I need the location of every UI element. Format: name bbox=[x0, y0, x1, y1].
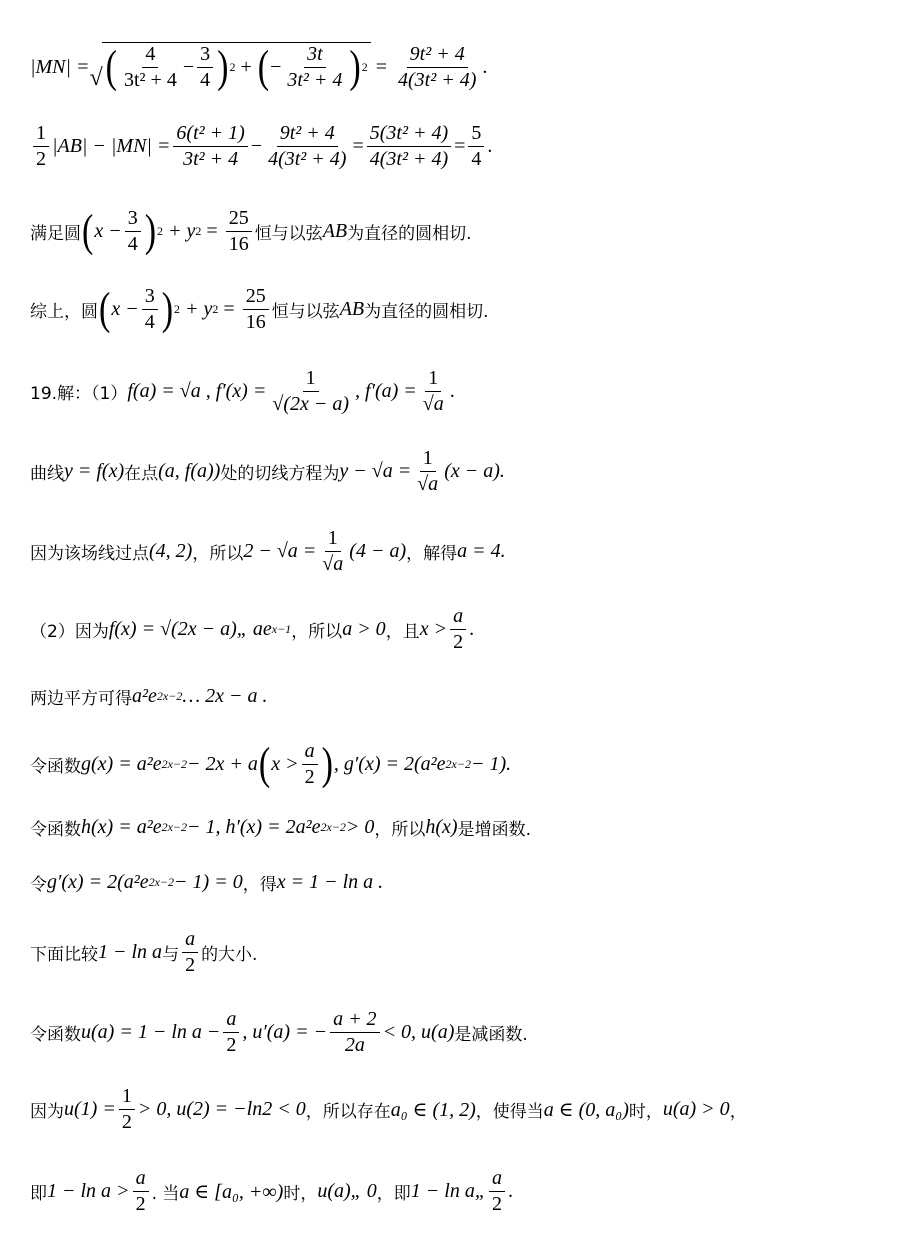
fraction: $\frac{1}{√a}$ bbox=[422, 367, 444, 415]
text: 为直径的圆相切. bbox=[347, 224, 472, 244]
text: 因为 bbox=[30, 1102, 64, 1122]
text: 因为该场线过点 bbox=[30, 544, 149, 564]
expression: f(a) = √a , f′(x) = bbox=[127, 380, 267, 402]
fraction: $\frac{1}{√a}$ bbox=[322, 527, 344, 575]
expression: h(x) bbox=[425, 816, 458, 838]
text: 令函数 bbox=[30, 820, 81, 840]
expression: − 1) = 0 bbox=[174, 871, 243, 893]
text: ，所以存在 bbox=[305, 1102, 391, 1122]
expression: < 0, u(a) bbox=[382, 1021, 455, 1043]
text: ，所以 bbox=[374, 820, 426, 840]
expression: > 0 bbox=[345, 816, 375, 838]
sqrt-expression bbox=[90, 42, 371, 92]
expression: 1 − ln a > bbox=[47, 1180, 130, 1202]
text: ，解得 bbox=[406, 544, 458, 564]
expression: a₀ ∈ (1, 2) bbox=[390, 1099, 476, 1121]
text: 的大小. bbox=[201, 945, 258, 965]
expression: > 0, u(2) = −ln2 < 0 bbox=[137, 1098, 306, 1120]
expression: x = 1 − ln a . bbox=[276, 871, 384, 893]
line-circle-tangent-2: 综上，圆 ( x − $\frac{3}{4}$ ) 2 + y 2 = $\frac{25}{16}$ 恒与以弦 AB 为直径的圆相切. bbox=[30, 283, 489, 334]
text: ，使得当 bbox=[475, 1102, 544, 1122]
exponent: 2x−2 bbox=[148, 875, 175, 889]
expression: 1 − ln a bbox=[98, 941, 163, 963]
line-part-2: （2）因为 f(x) = √(2x − a)„ ae x−1 ，所以 a > 0 ，且 x > $\frac{a}{2}$ . bbox=[30, 605, 475, 653]
line-u-function bbox=[30, 1008, 528, 1057]
expression: x > bbox=[271, 753, 299, 775]
expression: u(1) = bbox=[64, 1098, 116, 1120]
sqrt-sign: √ bbox=[89, 65, 103, 91]
exponent: 2x−2 bbox=[161, 820, 188, 834]
fraction: $\frac{a}{2}$ bbox=[489, 1167, 505, 1216]
fraction: $\frac{\text{6(t² + 1)}}{\text{3t² + 4}}$ bbox=[173, 122, 247, 171]
text: 两边平方可得 bbox=[30, 689, 132, 709]
fraction: $\frac{1}{2}$ bbox=[33, 122, 49, 171]
expression: 1 − ln a„ bbox=[410, 1180, 486, 1202]
expression: u(a)„ 0 bbox=[317, 1180, 377, 1202]
expression: a > 0 bbox=[342, 618, 386, 640]
line-circle-tangent-1: 满足圆 ( x − $\frac{3}{4}$ ) 2 + y 2 = $\frac{25}{16}$ 恒与以弦 AB 为直径的圆相切. bbox=[30, 205, 472, 256]
exponent: 2x−2 bbox=[156, 689, 183, 703]
line-mn-length: |MN| = √ ( $\frac{4}{\text{3t² + 4}}$ − $\frac{3}{4}$ ) 2 + ( − $\frac{3t}{\text{3t² + 4}}$ ) 2 = $\frac{\text{9t² + 4}}{\text{4(3t² + 4)}}$ . bbox=[30, 41, 488, 92]
sqrt-radicand: ( $\frac{4}{\text{3t² + 4}}$ − $\frac{3}{4}$ ) 2 + ( − $\frac{3t}{\text{3t² + 4}}$ ) 2 bbox=[102, 42, 371, 92]
expression: , u′(a) = − bbox=[242, 1021, 328, 1043]
line-compare bbox=[30, 928, 257, 977]
expression: u(a) > 0 bbox=[662, 1098, 730, 1120]
line-solve-a bbox=[30, 527, 506, 576]
expression: a = 4. bbox=[457, 540, 506, 562]
expression: … 2x − a . bbox=[182, 685, 268, 707]
line-h-function bbox=[30, 815, 531, 840]
expression: g(x) = a²e bbox=[81, 753, 162, 775]
fraction: $\frac{a}{2}$ bbox=[223, 1008, 239, 1057]
expression: x > bbox=[419, 618, 448, 640]
expression: (4 − a) bbox=[349, 540, 407, 562]
text: ，所以 bbox=[192, 544, 244, 564]
expression: 2 − √a = bbox=[243, 540, 317, 562]
exponent: 2x−2 bbox=[320, 820, 346, 834]
expression: − 2x + a bbox=[187, 753, 258, 775]
expression: u(a) = 1 − ln a − bbox=[81, 1021, 221, 1043]
text: 处的切线方程为 bbox=[220, 464, 340, 484]
line-g-zero bbox=[30, 870, 383, 895]
exponent: 2x−2 bbox=[161, 757, 188, 771]
text: 下面比较 bbox=[30, 945, 98, 965]
line-conclusion bbox=[30, 1167, 513, 1216]
problem-label: 19.解：（1） bbox=[30, 384, 128, 404]
text: （2）因为 bbox=[30, 622, 109, 642]
expression: g′(x) = 2(a²e bbox=[47, 871, 149, 893]
text: 时， bbox=[628, 1102, 663, 1122]
text: 在点 bbox=[124, 464, 159, 484]
ab-mn-expression: |AB| − |MN| = bbox=[52, 135, 171, 157]
fraction: $\frac{5}{4}$ bbox=[468, 122, 484, 171]
text: 令函数 bbox=[30, 757, 81, 777]
fraction: $\frac{\text{9t² + 4}}{\text{4(3t² + 4)}}$ bbox=[398, 42, 477, 91]
text: 令函数 bbox=[30, 1025, 81, 1045]
text: ，即 bbox=[376, 1184, 411, 1204]
fraction: $\frac{3}{4}$ bbox=[197, 43, 213, 92]
expression: − 1, h′(x) = 2a²e bbox=[187, 816, 321, 838]
expression: a ∈ [a₀, +∞) bbox=[179, 1181, 284, 1203]
text: ， bbox=[729, 1102, 747, 1122]
line-square-both bbox=[30, 684, 267, 709]
fraction: $\frac{a + 2}{2a}$ bbox=[330, 1008, 380, 1057]
fraction: $\frac{1}{√(2x - a)}$ bbox=[272, 367, 350, 415]
text: ，所以 bbox=[291, 622, 343, 642]
expression: y = f(x) bbox=[64, 460, 125, 482]
expression: (a, f(a)) bbox=[158, 460, 221, 482]
fraction: $\frac{\text{5(3t² + 4)}}{\text{4(3t² + 4)}}$ bbox=[367, 122, 451, 171]
fraction: $\frac{a}{2}$ bbox=[133, 1167, 149, 1216]
fraction: $\frac{25}{16}$ bbox=[226, 207, 252, 256]
line-ab-minus-mn: $\frac{1}{2}$ |AB| − |MN| = $\frac{\text{6(t² + 1)}}{\text{3t² + 4}}$ − $\frac{\text{9t² + 4}}{\text{4(3t² + 4)}}$ = $\frac{\text{5(3t² + 4)}}{\text{4(3t² + 4)}}$ = $\frac{5}{4}$ . bbox=[30, 122, 492, 171]
fraction: $\frac{3}{4}$ bbox=[125, 207, 141, 256]
expression: (4, 2) bbox=[149, 540, 193, 562]
expression: , f′(a) = bbox=[355, 380, 417, 402]
expression: − 1). bbox=[470, 753, 512, 775]
fraction: $\frac{a}{2}$ bbox=[182, 928, 198, 977]
expression: f(x) = √(2x − a)„ ae bbox=[108, 618, 272, 640]
text: 是减函数. bbox=[454, 1025, 528, 1045]
segment-ab: AB bbox=[322, 220, 348, 242]
expression: a²e bbox=[132, 685, 157, 707]
period: . bbox=[507, 1180, 513, 1202]
line-tangent-equation bbox=[30, 447, 505, 496]
line-g-function: 令函数 g(x) = a²e 2x−2 − 2x + a ( x > $\frac{a}{2}$ ) , g′(x) = 2(a²e 2x−2 − 1). bbox=[30, 738, 512, 789]
fraction: $\frac{4}{\text{3t² + 4}}$ bbox=[124, 43, 177, 91]
line-problem-19: 19.解：（1） f(a) = √a , f′(x) = $\frac{1}{√(2x - a)}$ , f′(a) = $\frac{1}{√a}$ . bbox=[30, 367, 455, 415]
fraction: $\frac{\text{9t² + 4}}{\text{4(3t² + 4)}}$ bbox=[268, 122, 347, 170]
text: 时， bbox=[283, 1184, 318, 1204]
text: 令 bbox=[30, 875, 47, 895]
text: 综上，圆 bbox=[30, 302, 98, 322]
fraction: $\frac{a}{2}$ bbox=[302, 740, 318, 789]
expression: y − √a = bbox=[339, 460, 412, 482]
text: 恒与以弦 bbox=[271, 302, 340, 322]
expression: (x − a). bbox=[444, 460, 505, 482]
text: ，得 bbox=[242, 875, 277, 895]
text: ，且 bbox=[385, 622, 420, 642]
segment-ab: AB bbox=[339, 298, 365, 320]
text: 与 bbox=[162, 945, 180, 965]
fraction: $\frac{25}{16}$ bbox=[243, 285, 269, 334]
text: . 当 bbox=[151, 1184, 180, 1204]
mn-lhs: |MN| = bbox=[30, 55, 90, 78]
exponent: 2x−2 bbox=[445, 757, 471, 771]
text: 曲线 bbox=[30, 464, 64, 484]
text: 是增函数. bbox=[457, 820, 531, 840]
text: 满足圆 bbox=[30, 224, 81, 244]
fraction: $\frac{3t}{\text{3t² + 4}}$ bbox=[287, 43, 343, 91]
fraction: $\frac{1}{2}$ bbox=[119, 1085, 135, 1134]
expression: a ∈ (0, a₀) bbox=[543, 1099, 629, 1121]
fraction: $\frac{1}{√a}$ bbox=[417, 447, 439, 495]
fraction: $\frac{3}{4}$ bbox=[142, 285, 158, 334]
expression: h(x) = a²e bbox=[81, 816, 162, 838]
exponent: x−1 bbox=[271, 622, 292, 636]
fraction: $\frac{a}{2}$ bbox=[450, 605, 466, 654]
text: 为直径的圆相切. bbox=[364, 302, 489, 322]
text: 即 bbox=[30, 1184, 47, 1204]
expression: , g′(x) = 2(a²e bbox=[333, 753, 446, 775]
text: 恒与以弦 bbox=[254, 224, 323, 244]
line-exists-a0 bbox=[30, 1085, 747, 1134]
